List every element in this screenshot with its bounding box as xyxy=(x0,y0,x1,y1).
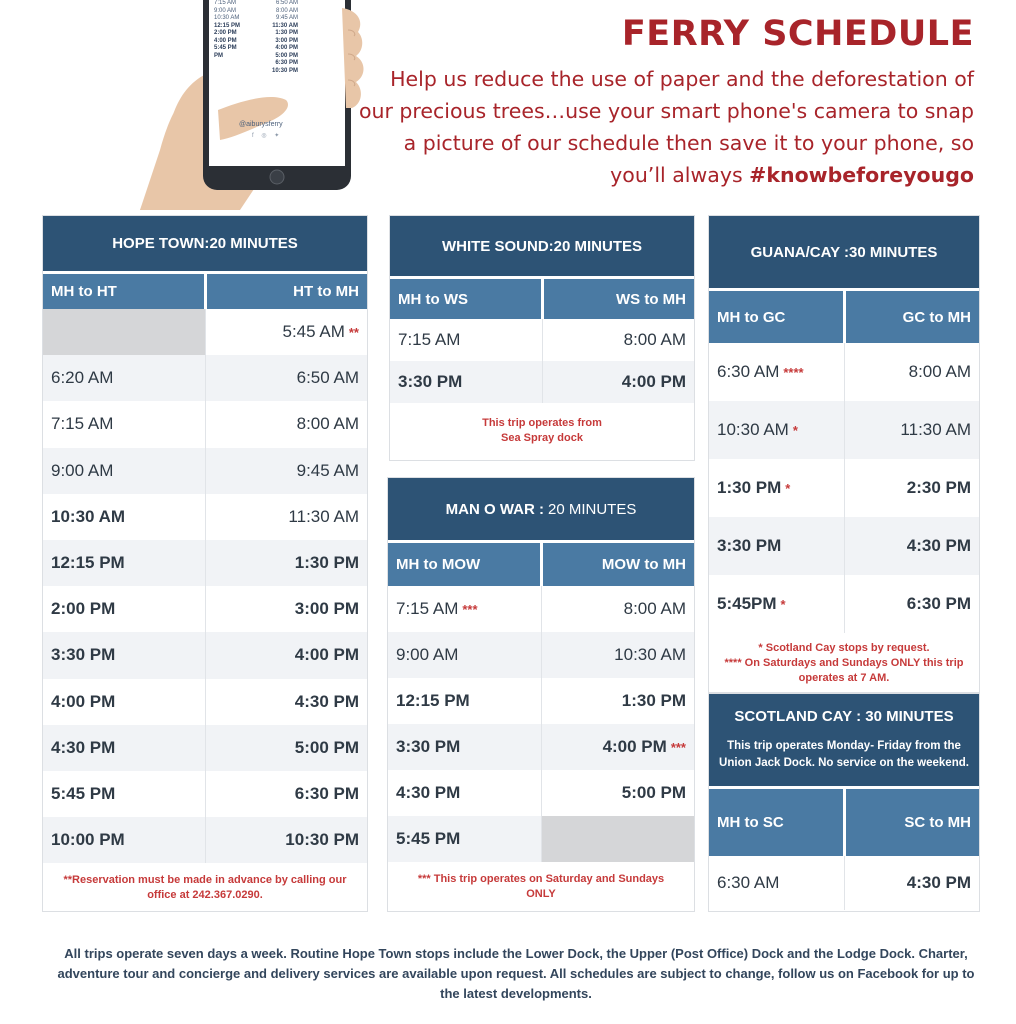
departure-time-cell xyxy=(388,770,541,816)
departure-time-cell xyxy=(709,856,844,910)
time-text: 9:45 AM xyxy=(296,460,359,480)
white-sound-column-headers xyxy=(390,276,694,319)
phone-schedule-time: 6:50 AM xyxy=(275,0,298,6)
white-sound-rows xyxy=(390,319,694,403)
time-text: 8:00 AM xyxy=(908,362,971,381)
table-row xyxy=(388,770,694,816)
man-o-war-note: *** This trip operates on Saturday and Sundays ONLY xyxy=(417,872,665,900)
scotland-cay-rows xyxy=(709,856,979,910)
guana-cay-table xyxy=(708,215,980,693)
column-header: MH to SC xyxy=(709,789,843,856)
return-time-cell xyxy=(542,361,695,403)
time-text: 4:00 PM xyxy=(294,645,359,665)
table-row xyxy=(388,586,694,632)
phone-schedule-row xyxy=(214,15,298,23)
time-text: 4:30 PM xyxy=(906,873,971,892)
footnote-mark: *** xyxy=(462,601,478,617)
table-row xyxy=(43,771,367,817)
man-o-war-column-headers xyxy=(388,540,694,586)
column-header: MH to HT xyxy=(43,274,204,309)
time-text: 3:30 PM xyxy=(398,372,463,391)
time-text: 3:30 PM xyxy=(717,536,782,555)
departure-time-cell xyxy=(43,817,205,863)
time-text: 2:00 PM xyxy=(51,599,116,619)
departure-time-cell xyxy=(709,401,844,459)
time-text: 4:30 PM xyxy=(906,536,971,555)
return-time-cell xyxy=(205,309,368,355)
table-row xyxy=(388,724,694,770)
table-row xyxy=(709,856,979,910)
time-text: 5:00 PM xyxy=(294,737,359,757)
table-row xyxy=(43,355,367,401)
table-row xyxy=(390,361,694,403)
return-time-cell xyxy=(205,817,368,863)
return-time-cell xyxy=(542,319,695,361)
departure-time-cell xyxy=(43,494,205,540)
time-text: 6:20 AM xyxy=(51,368,114,388)
hope-town-column-headers xyxy=(43,271,367,309)
facebook-icon: f xyxy=(252,133,257,139)
table-row xyxy=(390,319,694,361)
return-time-cell xyxy=(205,448,368,494)
time-text: 5:45PM xyxy=(717,594,777,613)
time-text: 2:30 PM xyxy=(906,478,971,497)
return-time-cell xyxy=(844,856,980,910)
man-o-war-rows xyxy=(388,586,694,862)
time-text: 1:30 PM xyxy=(621,691,686,710)
phone-schedule-time: 10:30 PM xyxy=(271,67,298,74)
time-text: 5:45 PM xyxy=(51,783,116,803)
table-row xyxy=(43,725,367,771)
intro-body: Help us reduce the use of paper and the deforestation of our precious trees…use your smart phone's camera to snap a picture of our schedule then save it to your phone, so you’ll always xyxy=(358,67,974,187)
time-text: 7:15 AM xyxy=(396,599,459,618)
phone-schedule-row xyxy=(214,38,298,46)
time-text: 8:00 AM xyxy=(623,330,686,349)
guana-cay-rows xyxy=(709,343,979,633)
hope-town-title: HOPE TOWN: 20 MINUTES xyxy=(43,216,367,271)
return-time-cell xyxy=(205,771,368,817)
column-header: MH to MOW xyxy=(388,543,540,586)
phone-schedule-row xyxy=(214,8,298,16)
time-text: 1:30 PM xyxy=(294,553,359,573)
phone-schedule-time: 11:30 AM xyxy=(272,22,298,29)
phone-schedule-time: 4:00 PM xyxy=(275,45,298,51)
table-row xyxy=(388,678,694,724)
time-text: 9:00 AM xyxy=(396,645,459,664)
guana-cay-column-headers xyxy=(709,288,979,343)
return-time-cell xyxy=(844,575,980,633)
white-sound-table xyxy=(389,215,695,461)
footnote-mark: * xyxy=(780,596,786,612)
time-text: 12:15 PM xyxy=(51,553,125,573)
return-time-cell xyxy=(205,355,368,401)
table-row xyxy=(43,817,367,863)
time-text: 4:00 PM xyxy=(51,691,116,711)
phone-schedule-row xyxy=(214,53,298,61)
column-header: MOW to MH xyxy=(540,543,695,586)
footnote-mark: * xyxy=(785,480,791,496)
departure-time-cell xyxy=(43,771,205,817)
time-text: 6:50 AM xyxy=(296,368,359,388)
phone-handle-text: @aiburysferry xyxy=(239,121,283,128)
time-text: 10:00 PM xyxy=(51,830,125,850)
footnote-mark: **** xyxy=(783,364,804,380)
phone-schedule-time: 4:00 PM xyxy=(214,37,237,44)
phone-schedule-time: PM xyxy=(214,52,223,59)
departure-time-cell xyxy=(390,319,542,361)
phone-schedule-time: 6:30 PM xyxy=(275,60,298,66)
hope-town-note: **Reservation must be made in advance by calling our office at 242.367.0290. xyxy=(63,873,347,901)
time-text: 11:30 AM xyxy=(900,420,971,439)
table-row xyxy=(709,459,979,517)
column-header: GC to MH xyxy=(843,291,980,343)
hope-town-table xyxy=(42,215,368,912)
departure-time-cell xyxy=(709,459,844,517)
departure-time-cell xyxy=(390,361,542,403)
guana-cay-title: GUANA/CAY : 30 MINUTES xyxy=(709,216,979,288)
table-row xyxy=(43,632,367,678)
departure-time-cell xyxy=(388,816,541,862)
table-row xyxy=(43,586,367,632)
departure-time-cell xyxy=(709,517,844,575)
man-o-war-title: MAN O WAR : 20 MINUTES xyxy=(388,478,694,540)
time-text: 7:15 AM xyxy=(51,414,114,434)
time-text: 4:00 PM xyxy=(602,737,667,756)
phone-social-icons xyxy=(252,132,282,139)
time-text: 3:00 PM xyxy=(294,599,359,619)
time-text: 6:30 AM xyxy=(717,362,780,381)
time-text: 5:45 PM xyxy=(396,829,461,848)
return-time-cell xyxy=(205,494,368,540)
return-time-cell xyxy=(844,401,980,459)
phone-schedule-row xyxy=(214,60,298,68)
return-time-cell xyxy=(541,770,695,816)
time-text: 4:30 PM xyxy=(51,737,116,757)
intro-text xyxy=(354,63,974,191)
departure-time-cell xyxy=(388,586,541,632)
guana-cay-note: * Scotland Cay stops by request. **** On Saturdays and Sundays ONLY this trip operates at 7 AM. xyxy=(724,642,964,684)
time-text: 7:15 AM xyxy=(398,330,461,349)
column-header: HT to MH xyxy=(204,274,368,309)
table-row xyxy=(388,632,694,678)
time-text: 10:30 AM xyxy=(717,420,789,439)
scotland-cay-sub-note: This trip operates Monday- Friday from the Union Jack Dock. No service on the weekend. xyxy=(709,738,979,786)
departure-time-cell xyxy=(43,355,205,401)
table-row xyxy=(43,679,367,725)
return-time-cell xyxy=(205,632,368,678)
phone-schedule-row xyxy=(214,45,298,53)
table-row xyxy=(709,575,979,633)
table-row xyxy=(43,401,367,447)
time-text: 4:30 PM xyxy=(294,691,359,711)
phone-schedule-row xyxy=(214,0,298,8)
phone-schedule-time: 1:30 PM xyxy=(275,30,298,36)
table-row xyxy=(388,816,694,862)
scotland-cay-table xyxy=(708,693,980,912)
departure-time-cell xyxy=(43,632,205,678)
departure-time-cell xyxy=(388,632,541,678)
return-time-cell xyxy=(205,401,368,447)
phone-schedule-time: 7:15 AM xyxy=(214,0,237,6)
page-title: FERRY SCHEDULE xyxy=(621,14,974,54)
time-text: 5:45 AM xyxy=(282,322,345,342)
instagram-icon: ◎ xyxy=(261,133,270,139)
time-text: 6:30 PM xyxy=(294,783,359,803)
time-text: 5:00 PM xyxy=(621,783,686,802)
scotland-cay-title: SCOTLAND CAY : 30 MINUTES xyxy=(709,694,979,738)
departure-time-cell xyxy=(43,401,205,447)
man-o-war-table xyxy=(387,477,695,912)
footnote-mark: *** xyxy=(670,739,686,755)
return-time-cell xyxy=(844,343,980,401)
phone-schedule-row xyxy=(214,30,298,38)
table-row xyxy=(709,343,979,401)
departure-time-cell xyxy=(388,678,541,724)
table-row xyxy=(709,401,979,459)
phone-schedule-time: 10:30 AM xyxy=(214,15,240,21)
time-text: 8:00 AM xyxy=(296,414,359,434)
departure-time-cell xyxy=(43,448,205,494)
table-row xyxy=(709,517,979,575)
departure-time-cell xyxy=(388,724,541,770)
time-text: 6:30 PM xyxy=(906,594,971,613)
table-row xyxy=(43,494,367,540)
departure-time-cell xyxy=(43,725,205,771)
phone-schedule-time: 5:45 PM xyxy=(214,45,237,51)
return-time-cell xyxy=(844,459,980,517)
time-text: 3:30 PM xyxy=(51,645,116,665)
time-text: 10:30 AM xyxy=(614,645,686,664)
phone-schedule-time: 3:00 PM xyxy=(275,37,298,44)
departure-time-cell xyxy=(709,343,844,401)
phone-schedule-time: 9:45 AM xyxy=(275,15,298,21)
table-row xyxy=(43,309,367,355)
column-header: MH to GC xyxy=(709,291,843,343)
return-time-cell xyxy=(541,678,695,724)
departure-time-cell xyxy=(709,575,844,633)
time-text: 6:30 AM xyxy=(717,873,780,892)
footnote-mark: ** xyxy=(348,324,359,340)
return-time-cell xyxy=(205,725,368,771)
phone-schedule-time: 9:00 AM xyxy=(214,7,237,14)
departure-time-cell xyxy=(43,679,205,725)
departure-time-cell xyxy=(43,309,205,355)
column-header: SC to MH xyxy=(843,789,980,856)
phone-schedule-time: 8:00 AM xyxy=(275,7,298,14)
time-text: 3:30 PM xyxy=(396,737,461,756)
time-text: 4:00 PM xyxy=(621,372,686,391)
column-header: WS to MH xyxy=(541,279,695,319)
departure-time-cell xyxy=(43,586,205,632)
phone-schedule-time: 12:15 PM xyxy=(214,22,241,29)
return-time-cell xyxy=(205,586,368,632)
time-text: 8:00 AM xyxy=(623,599,686,618)
phone-schedule-time: 2:00 PM xyxy=(214,30,237,36)
return-time-cell xyxy=(541,586,695,632)
white-sound-title: WHITE SOUND: 20 MINUTES xyxy=(390,216,694,276)
return-time-cell xyxy=(205,679,368,725)
scotland-cay-column-headers xyxy=(709,786,979,856)
phone-schedule-time: 5:00 PM xyxy=(275,52,298,59)
phone-schedule-row xyxy=(214,68,298,76)
phone-screen-schedule xyxy=(214,0,298,75)
white-sound-note: This trip operates from Sea Spray dock xyxy=(482,416,602,444)
time-text: 1:30 PM xyxy=(717,478,782,497)
time-text: 11:30 AM xyxy=(288,506,359,526)
time-text: 4:30 PM xyxy=(396,783,461,802)
return-time-cell xyxy=(541,724,695,770)
time-text: 10:30 AM xyxy=(51,506,126,526)
departure-time-cell xyxy=(43,540,205,586)
footnote-mark: * xyxy=(792,422,798,438)
return-time-cell xyxy=(205,540,368,586)
time-text: 9:00 AM xyxy=(51,460,114,480)
time-text: 12:15 PM xyxy=(396,691,470,710)
column-header: MH to WS xyxy=(390,279,541,319)
hope-town-rows xyxy=(43,309,367,863)
twitter-icon: ✦ xyxy=(274,133,283,139)
table-row xyxy=(43,448,367,494)
hashtag: #knowbeforeyougo xyxy=(749,163,974,187)
return-time-cell xyxy=(844,517,980,575)
return-time-cell xyxy=(541,632,695,678)
time-text: 10:30 PM xyxy=(285,830,359,850)
phone-schedule-row xyxy=(214,23,298,31)
footer-text: All trips operate seven days a week. Routine Hope Town stops include the Lower Dock, the Upper (Post Office) Dock and the Lodge Dock. Charter, adventure tour and concierge and delivery services are available upon request. All schedules are subject to change, follow us on Facebook for up to the latest developments. xyxy=(57,946,975,1001)
return-time-cell xyxy=(541,816,695,862)
table-row xyxy=(43,540,367,586)
